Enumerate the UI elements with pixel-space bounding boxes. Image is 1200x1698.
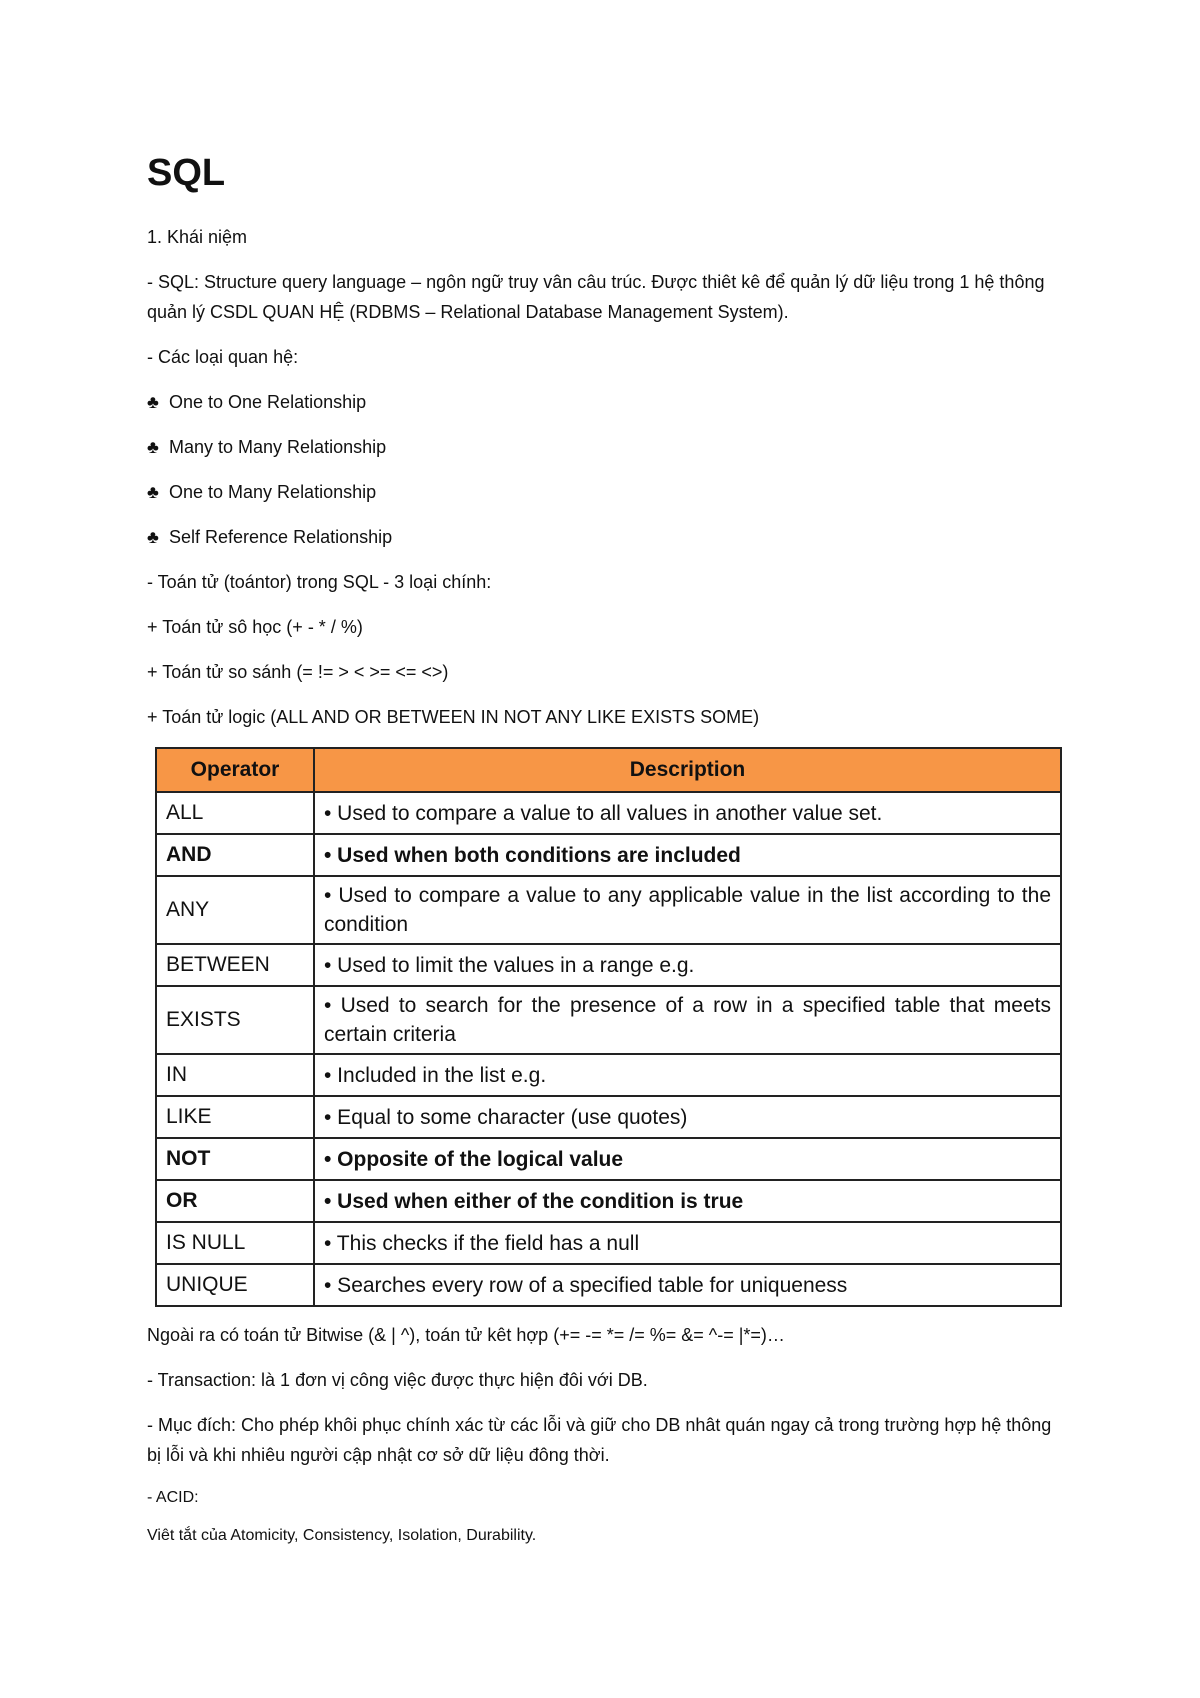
- operator-cell: LIKE: [156, 1096, 314, 1138]
- club-bullet-icon: ♣: [147, 527, 159, 547]
- sql-definition: - SQL: Structure query language – ngôn ngữ truy vân câu trúc. Được thiêt kê để quản lý dữ liệu trong 1 hệ thông quản lý CSDL QUAN HỆ (RDBMS – Relational Database Management System).: [147, 272, 1045, 322]
- description-cell: • Included in the list e.g.: [314, 1054, 1061, 1096]
- table-row: [156, 1264, 1061, 1306]
- operator-cell: ANY: [156, 876, 314, 944]
- relation-label: Many to Many Relationship: [169, 437, 387, 457]
- logic-operators-table: [155, 747, 1062, 1307]
- relation-label: One to Many Relationship: [169, 482, 377, 502]
- table-row: [156, 944, 1061, 986]
- operator-type-logic: + Toán tử logic (ALL AND OR BETWEEN IN NOT ANY LIKE EXISTS SOME): [147, 707, 760, 727]
- operator-type-comparison: + Toán tử so sánh (= != > < >= <= <>): [147, 662, 449, 682]
- description-cell: • Equal to some character (use quotes): [314, 1096, 1061, 1138]
- club-bullet-icon: ♣: [147, 437, 159, 457]
- document-title: SQL: [147, 152, 226, 194]
- operator-cell: EXISTS: [156, 986, 314, 1054]
- table-row: [156, 1138, 1061, 1180]
- header-operator: Operator: [156, 748, 314, 792]
- relation-item: [147, 387, 1067, 417]
- bitwise-note: Ngoài ra có toán tử Bitwise (& | ^), toán tử kêt hợp (+= -= *= /= %= &= ^-= |*=)…: [147, 1325, 785, 1345]
- table-row: [156, 792, 1061, 834]
- club-bullet-icon: ♣: [147, 482, 159, 502]
- relation-item: [147, 522, 1067, 552]
- description-cell: • Used to search for the presence of a row in a specified table that meets certain criteria: [314, 986, 1061, 1054]
- relation-item: [147, 477, 1067, 507]
- description-cell: • Used to limit the values in a range e.g.: [314, 944, 1061, 986]
- document-body: [147, 150, 1067, 747]
- description-cell: • This checks if the field has a null: [314, 1222, 1061, 1264]
- table-row: [156, 986, 1061, 1054]
- relation-label: Self Reference Relationship: [169, 527, 393, 547]
- acid-heading: - ACID:: [147, 1489, 199, 1506]
- club-bullet-icon: ♣: [147, 392, 159, 412]
- transaction-definition: - Transaction: là 1 đơn vị công việc được thực hiện đôi với DB.: [147, 1370, 648, 1390]
- description-cell: • Used to compare a value to all values in another value set.: [314, 792, 1061, 834]
- operator-cell: IS NULL: [156, 1222, 314, 1264]
- section-heading: 1. Khái niệm: [147, 227, 248, 247]
- operator-cell: OR: [156, 1180, 314, 1222]
- transaction-purpose: - Mục đích: Cho phép khôi phục chính xác từ các lỗi và giữ cho DB nhât quán ngay cả trong trường hợp hệ thông bị lỗi và khi nhiêu người cập nhật cơ sở dữ liệu đông thời.: [147, 1415, 1052, 1465]
- operator-type-arithmetic: + Toán tử sô học (+ - * / %): [147, 617, 363, 637]
- relations-heading: - Các loại quan hệ:: [147, 347, 299, 367]
- relation-label: One to One Relationship: [169, 392, 367, 412]
- acid-description: Viêt tắt của Atomicity, Consistency, Isolation, Durability.: [147, 1527, 537, 1544]
- description-cell: • Used when either of the condition is true: [314, 1180, 1061, 1222]
- table-header-row: [156, 748, 1061, 792]
- operator-cell: ALL: [156, 792, 314, 834]
- description-cell: • Searches every row of a specified table for uniqueness: [314, 1264, 1061, 1306]
- operator-cell: BETWEEN: [156, 944, 314, 986]
- table-row: [156, 1096, 1061, 1138]
- description-cell: • Used to compare a value to any applicable value in the list according to the condition: [314, 876, 1061, 944]
- operator-cell: UNIQUE: [156, 1264, 314, 1306]
- table-row: [156, 1222, 1061, 1264]
- table-row: [156, 876, 1061, 944]
- header-description: Description: [314, 748, 1061, 792]
- description-cell: • Opposite of the logical value: [314, 1138, 1061, 1180]
- operator-cell: IN: [156, 1054, 314, 1096]
- description-cell: • Used when both conditions are included: [314, 834, 1061, 876]
- document-continuation: [147, 1320, 1067, 1561]
- relation-item: [147, 432, 1067, 462]
- operators-heading: - Toán tử (toántor) trong SQL - 3 loại chính:: [147, 572, 492, 592]
- table-row: [156, 1180, 1061, 1222]
- operator-cell: AND: [156, 834, 314, 876]
- table-row: [156, 1054, 1061, 1096]
- operator-cell: NOT: [156, 1138, 314, 1180]
- table-row: [156, 834, 1061, 876]
